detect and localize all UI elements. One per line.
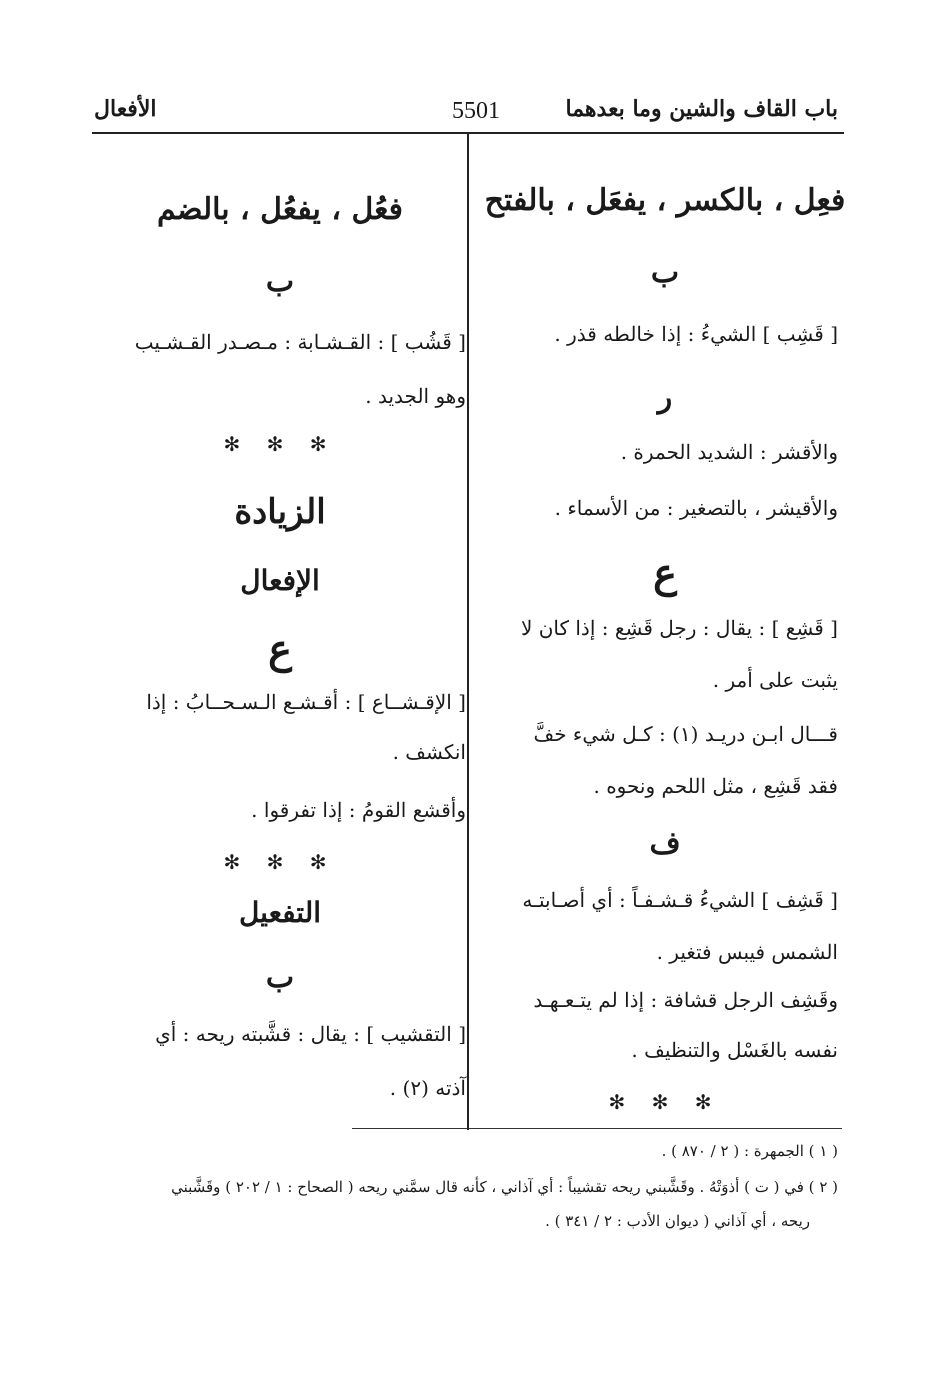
right-heading: فعِل ، بالكسر ، يفعَل ، بالفتح <box>484 183 846 218</box>
page-number: 5501 <box>452 98 500 124</box>
entry-taqshib-line1: [ التقشيب ] : يقال : قشَّبته ريحه : أي <box>155 1022 466 1046</box>
right-letter-f: ف <box>649 826 681 861</box>
entry-ibn-durayd-line2: فقد قَشِع ، مثل اللحم ونحوه . <box>593 774 838 798</box>
section-ziyada: الزيادة <box>234 492 326 532</box>
footnote-2-line2: ريحه ، أي آذاني ( ديوان الأدب : ٢ / ٣٤١ ) . <box>545 1212 810 1230</box>
section-tafil: التفعيل <box>238 896 322 929</box>
entry-qashif-line4: نفسه بالغَسْل والتنظيف . <box>631 1038 838 1062</box>
entry-ibn-durayd-line1: قـــال ابـن دريـد (١) : كـل شيء خفَّ <box>533 722 838 746</box>
entry-qashub-line1: [ قَشُب ] : القـشـابة : مـصـدر القـشـيب <box>134 330 466 354</box>
entry-iqsha-line2: انكشف . <box>392 740 466 764</box>
chapter-title: باب القاف والشين وما بعدهما <box>565 96 838 122</box>
entry-qashi-line2: يثبت على أمر . <box>712 668 838 692</box>
left-section-stars-2: ✻ ✻ ✻ <box>223 850 337 874</box>
left-section-stars-1: ✻ ✻ ✻ <box>223 432 337 456</box>
section-title: الأفعال <box>94 96 157 122</box>
right-section-stars: ✻ ✻ ✻ <box>608 1090 722 1114</box>
footnote-2-line1: ( ٢ ) في ( ت ) أذوَتْهُ . وقَشَّبني ريحه تقشيباً : أي آذاني ، كأنه قال سمَّني ريحه ( الصحاح : ١ / ٢٠٢ ) وقَشَّبني <box>171 1178 838 1196</box>
entry-uqayshir: والأقيشر ، بالتصغير : من الأسماء . <box>554 496 838 520</box>
entry-qashif-line2: الشمس فيبس فتغير . <box>656 940 838 964</box>
right-letter-r: ر <box>657 380 673 415</box>
entry-qashi-line1: [ قَشِع ] : يقال : رجل قَشِع : إذا كان لا <box>520 616 838 640</box>
entry-taqshib-line2: آذته (٢) . <box>389 1076 466 1100</box>
entry-qashif-line3: وقَشِف الرجل قشافة : إذا لم يتـعـهـد <box>533 988 838 1012</box>
column-divider <box>467 134 469 1130</box>
entry-qashub-line2: وهو الجديد . <box>365 384 466 408</box>
left-letter-b: ب <box>265 264 295 299</box>
right-letter-b: ب <box>650 255 680 290</box>
footnote-rule <box>352 1128 842 1129</box>
right-letter-ayn: ع <box>653 550 677 597</box>
entry-aqshaa-qawm: وأقشع القومُ : إذا تفرقوا . <box>251 798 466 822</box>
entry-qashif-line1: [ قَشِف ] الشيءُ قـشـفـاً : أي أصـابتـه <box>522 888 838 912</box>
entry-aqshar: والأقشر : الشديد الحمرة . <box>620 440 838 464</box>
entry-iqsha-line1: [ الإقـشــاع ] : أقـشـع الـسـحــابُ : إذا <box>146 690 466 714</box>
section-ifal: الإفعال <box>240 564 320 597</box>
left-heading: فعُل ، يفعُل ، بالضم <box>156 192 403 227</box>
entry-qashib: [ قَشِب ] الشيءُ : إذا خالطه قذر . <box>554 322 838 346</box>
left-letter-b2: ب <box>265 960 295 995</box>
footnote-1: ( ١ ) الجمهرة : ( ٢ / ٨٧٠ ) . <box>661 1142 838 1160</box>
left-letter-ayn: ع <box>268 626 292 673</box>
